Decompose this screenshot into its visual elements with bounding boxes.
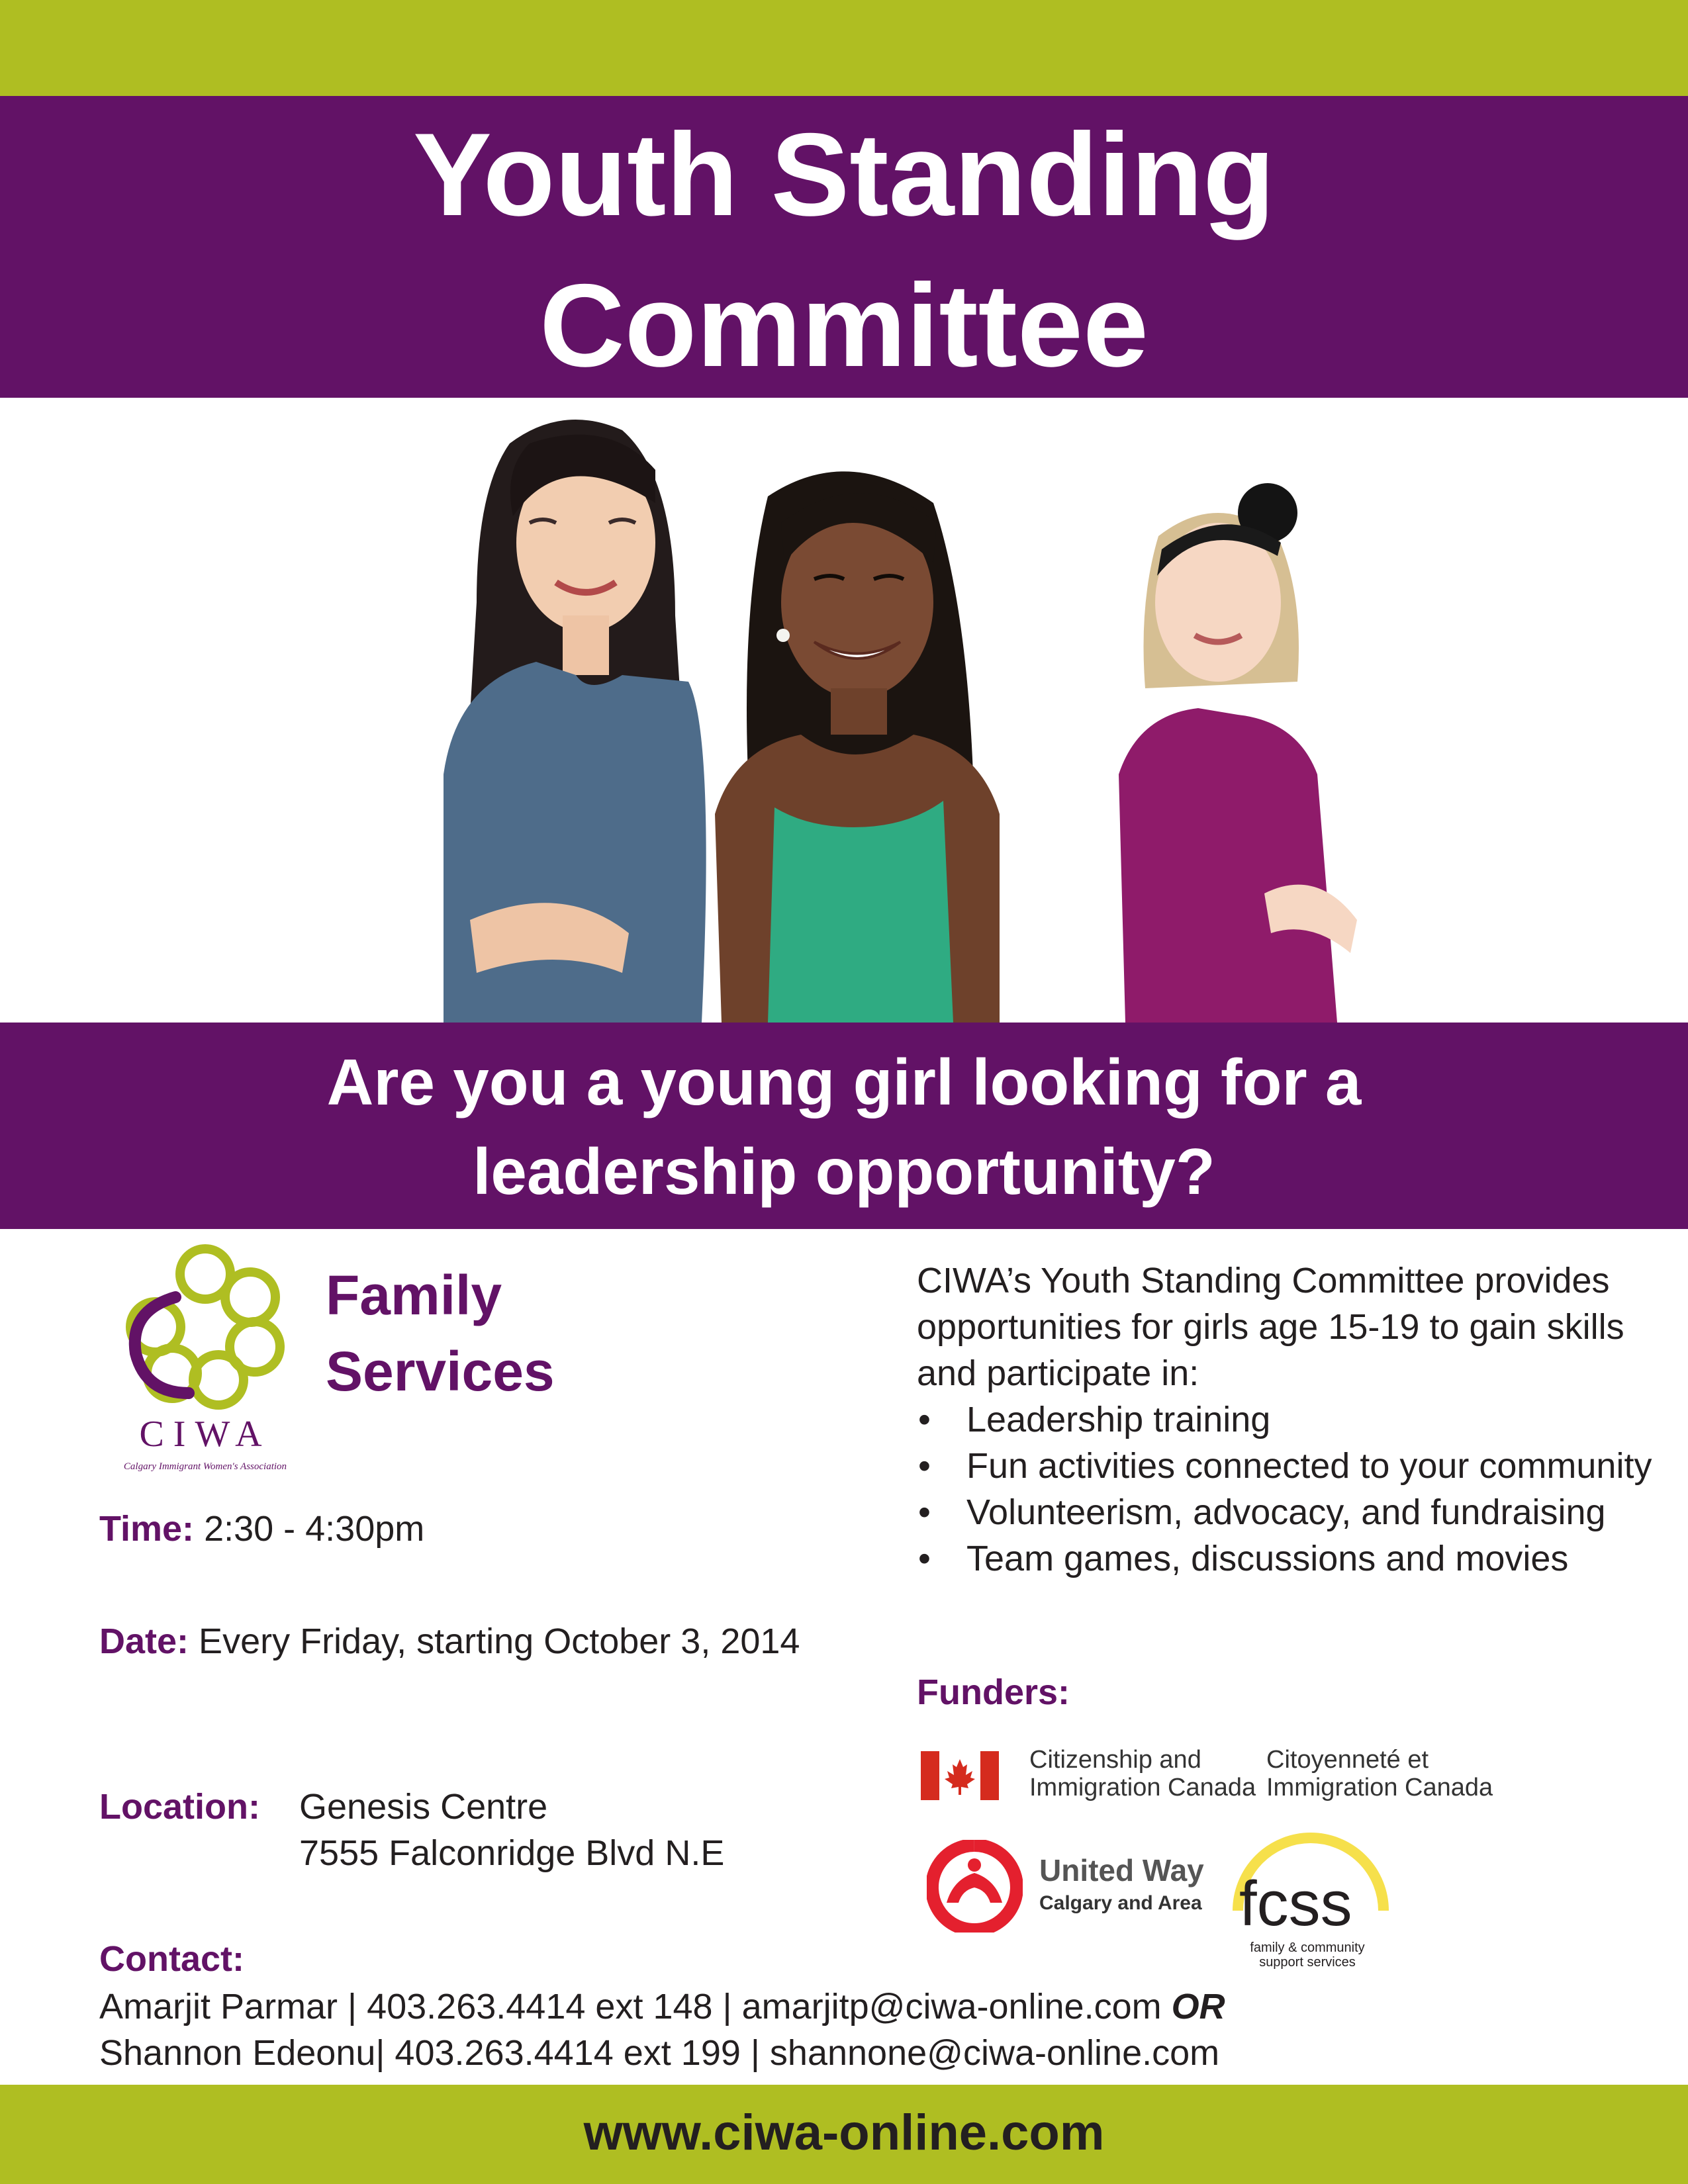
fcss-logo	[1225, 1828, 1390, 1980]
question-line-2: leadership opportunity?	[473, 1135, 1215, 1208]
cic-fr-line-2: Immigration Canada	[1266, 1774, 1493, 1801]
headline-question	[0, 1038, 1688, 1216]
list-item: • Fun activities connected to your community	[917, 1443, 1671, 1489]
family-services-heading	[326, 1257, 657, 1410]
contact-label: Contact:	[99, 1939, 244, 1979]
page-title	[0, 99, 1688, 401]
date-label: Date:	[99, 1621, 189, 1661]
service-line-2: Services	[326, 1340, 555, 1402]
time-value: 2:30 - 4:30pm	[204, 1509, 425, 1549]
contact-amarjit: Amarjit Parmar | 403.263.4414 ext 148 | amarjitp@ciwa-online.com	[99, 1987, 1162, 2026]
logo-fullname: Calgary Immigrant Women's Association	[123, 1461, 287, 1472]
ciwa-logo	[99, 1238, 311, 1476]
cic-funder-logo	[917, 1741, 1493, 1807]
activity-list	[917, 1396, 1671, 1582]
list-item: • Volunteerism, advocacy, and fundraising	[917, 1489, 1671, 1535]
girl-left	[444, 420, 706, 1023]
united-way-logo	[927, 1833, 1218, 1939]
cic-french	[1266, 1746, 1493, 1801]
location-row	[99, 1784, 260, 1830]
girl-middle	[715, 471, 1000, 1023]
cic-en-line-2: Immigration Canada	[1029, 1774, 1256, 1801]
contact-shannon: Shannon Edeonu| 403.263.4414 ext 199 | shannone@ciwa-online.com	[99, 2033, 1220, 2073]
contact-or: OR	[1171, 1987, 1225, 2026]
time-label: Time:	[99, 1509, 195, 1549]
title-line-2: Committee	[539, 259, 1149, 391]
canada-flag-icon	[921, 1751, 999, 1800]
website-link[interactable]: www.ciwa-online.com	[583, 2105, 1105, 2161]
time-row	[99, 1506, 424, 1552]
united-way-name: United Way	[1039, 1853, 1204, 1888]
logo-wordmark: CIWA	[139, 1414, 271, 1455]
contact-line-1	[99, 1983, 1225, 2030]
united-way-hand-icon	[927, 1840, 1023, 1933]
fcss-subtitle: family & community support services	[1250, 1940, 1365, 1970]
program-description: CIWA’s Youth Standing Committee provides opportunities for girls age 15-19 to gain skills and participate in:	[917, 1261, 1624, 1393]
fcss-wordmark: fcss	[1239, 1868, 1352, 1939]
service-line-1: Family	[326, 1264, 502, 1326]
list-item: • Team games, discussions and movies	[917, 1535, 1671, 1582]
location-label: Location:	[99, 1787, 260, 1827]
location-address	[299, 1784, 724, 1876]
list-item: • Leadership training	[917, 1396, 1671, 1443]
date-row	[99, 1618, 800, 1664]
title-line-1: Youth Standing	[413, 109, 1275, 240]
cic-english	[1029, 1746, 1256, 1801]
date-value: Every Friday, starting October 3, 2014	[199, 1621, 800, 1661]
cic-en-line-1: Citizenship and	[1029, 1746, 1201, 1774]
funders-label: Funders:	[917, 1672, 1070, 1712]
location-line-1: Genesis Centre	[299, 1787, 548, 1827]
question-line-1: Are you a young girl looking for a	[326, 1046, 1362, 1118]
cic-fr-line-1: Citoyenneté et	[1266, 1746, 1429, 1774]
contact-line-2	[99, 2030, 1219, 2076]
girl-right	[1119, 483, 1357, 1023]
top-green-band	[0, 0, 1688, 96]
united-way-subtitle: Calgary and Area	[1039, 1892, 1202, 1914]
photo-three-girls	[344, 404, 1430, 1023]
location-line-2: 7555 Falconridge Blvd N.E	[299, 1833, 725, 1873]
